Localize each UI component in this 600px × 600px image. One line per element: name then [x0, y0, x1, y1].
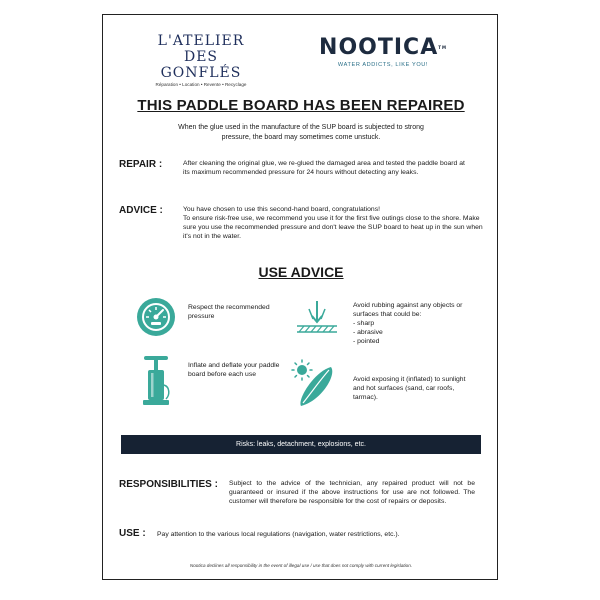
- nootica-tagline: WATER ADDICTS, LIKE YOU!: [337, 62, 429, 68]
- rubbing-item-abrasive: - abrasive: [353, 329, 383, 336]
- atelier-logo-line2: DES GONFLÉS: [160, 49, 242, 81]
- repair-text: After cleaning the original glue, we re-glued the damaged area and tested the paddle board at its maximum recommended pressure for 24 hours without detecting any leaks.: [183, 160, 465, 176]
- hand-pump-icon: [141, 355, 171, 411]
- responsibilities-label: RESPONSIBILITIES :: [119, 479, 218, 490]
- sun-advice-text: Avoid exposing it (inflated) to sunlight and hot surfaces (sand, car roofs, tarmac).: [353, 376, 466, 401]
- nootica-logo: [308, 35, 458, 70]
- advice-line1: You have chosen to use this second-hand board, congratulations!: [183, 206, 380, 213]
- responsibilities-text: Subject to the advice of the technician, any repaired product will not be guaranteed or insured if the above instructions for use are not followed. The customer will therefore be responsible for the cost of repairs or deposits.: [229, 480, 475, 505]
- atelier-logo-line1: L'ATELIER: [157, 33, 245, 49]
- use-advice-title: USE ADVICE: [258, 264, 344, 280]
- atelier-logo-tagline: Réparation • Location • Revente • Recyclage: [155, 82, 247, 87]
- rubbing-item-pointed: - pointed: [353, 338, 380, 345]
- rubbing-advice: [353, 301, 473, 346]
- surface-rubbing-icon: [295, 299, 339, 339]
- repair-label: REPAIR :: [119, 159, 163, 170]
- advice-line2: To ensure risk-free use, we recommend you use it for the first five outings close to the shore. Make sure you use the recommended pressure and don't leave the SUP board to heat up in the sun when it's not in the water.: [183, 215, 483, 240]
- intro-text: When the glue used in the manufacture of the SUP board is subjected to strong pressure, the board may sometimes come unstuck.: [178, 124, 424, 141]
- risks-banner: Risks: leaks, detachment, explosions, etc.: [121, 435, 481, 454]
- page-title: THIS PADDLE BOARD HAS BEEN REPAIRED: [137, 97, 465, 114]
- use-text: Pay attention to the various local regulations (navigation, water restrictions, etc.).: [157, 531, 400, 538]
- footer-disclaimer: Nootica declines all responsibility in the event of illegal use / use that does not comply with current legislation.: [189, 563, 413, 568]
- rubbing-advice-intro: Avoid rubbing against any objects or surfaces that could be:: [353, 302, 463, 318]
- pressure-advice-text: Respect the recommended pressure: [188, 304, 270, 320]
- nootica-tm: TM: [438, 45, 447, 50]
- atelier-logo: [141, 33, 261, 89]
- nootica-brand-text: NOOTICA: [319, 35, 439, 60]
- pressure-gauge-icon: [136, 297, 176, 337]
- nootica-brand: [308, 35, 458, 61]
- repair-notice-sheet: [102, 14, 498, 580]
- advice-label: ADVICE :: [119, 205, 163, 216]
- rubbing-item-sharp: - sharp: [353, 320, 375, 327]
- inflate-advice-text: Inflate and deflate your paddle board before each use: [188, 362, 280, 378]
- use-label: USE :: [119, 528, 146, 539]
- advice-text: [183, 205, 483, 241]
- sun-paddleboard-icon: [291, 359, 339, 409]
